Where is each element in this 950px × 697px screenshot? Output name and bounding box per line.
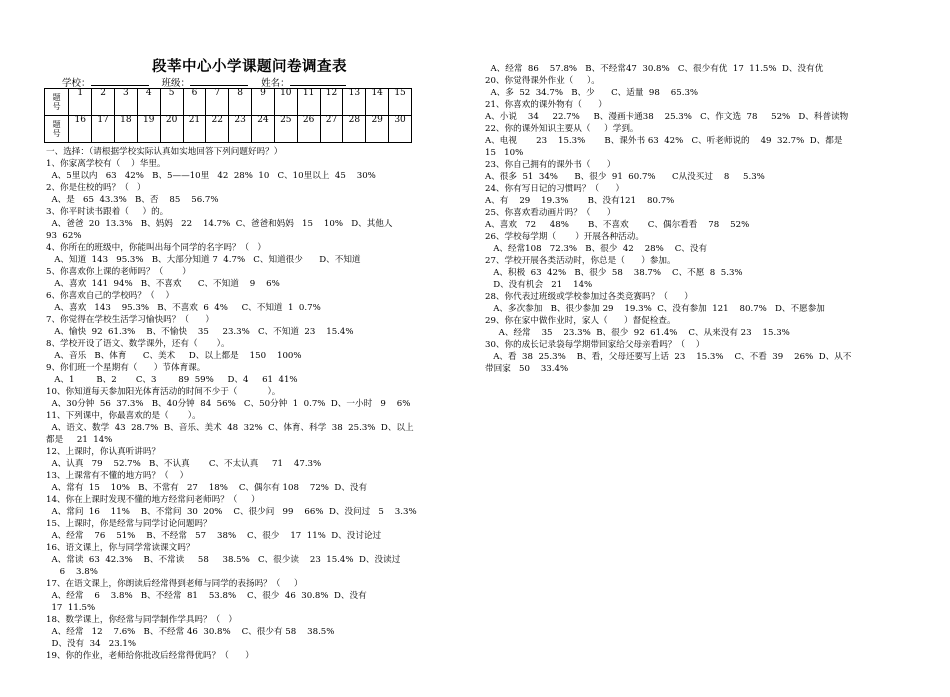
question-line: 21、你喜欢的课外物有（ ） — [485, 100, 607, 110]
answer-cell[interactable]: 6 — [183, 89, 206, 116]
question-line: 15、上课时，你是经常与同学讨论问题吗？ — [46, 519, 212, 529]
question-line: 19、你的作业，老师给你批改后经常得优吗？（ ） — [46, 651, 254, 661]
question-line: 1、你家离学校有（ ）华里。 — [46, 159, 166, 169]
question-line: 28、你代表过班级或学校参加过各类竞赛吗？（ ） — [485, 292, 693, 302]
page-title: 段莘中心小学课题问卷调查表 — [152, 58, 347, 75]
answer-cell[interactable]: 1 — [69, 89, 92, 116]
answer-cell[interactable]: 15 — [389, 89, 412, 116]
question-line: A、经常108 72.3% B、很少 42 28% C、没有 — [485, 244, 708, 254]
answer-cell[interactable]: 26 — [297, 116, 320, 143]
question-line: A、多 52 34.7% B、少 C、适量 98 65.3% — [485, 88, 699, 98]
question-line: 11、下列课中，你最喜欢的是（ ）。 — [46, 411, 201, 421]
question-line: 16、语文课上，你与同学常读课文吗？ — [46, 543, 195, 553]
answer-cell[interactable]: 3 — [114, 89, 137, 116]
question-line: A、知道 143 95.3% B、大部分知道 7 4.7% C、知道很少 D、不知道 — [46, 255, 361, 265]
question-line: A、爸爸 20 13.3% B、妈妈 22 14.7% C、爸爸和妈妈 15 10% D、其他人 — [46, 219, 393, 229]
answer-cell[interactable]: 5 — [160, 89, 183, 116]
answer-cell[interactable]: 24 — [252, 116, 275, 143]
question-line: 17、在语文课上，你朗读后经常得到老师与同学的表扬吗？（ ） — [46, 579, 303, 589]
answer-cell[interactable]: 27 — [320, 116, 343, 143]
question-line: 8、学校开设了语文、数学课外，还有（ ）。 — [46, 339, 230, 349]
answer-cell[interactable]: 11 — [297, 89, 320, 116]
answer-row-2 — [45, 116, 412, 143]
answer-cell[interactable]: 12 — [320, 89, 343, 116]
name-blank[interactable] — [290, 76, 346, 86]
question-line: A、经常 86 57.8% B、不经常47 30.8% C、很少有优 17 11.5% D、没有优 — [485, 64, 824, 74]
question-line: 7、你觉得在学校生活学习愉快吗？（ ） — [46, 315, 214, 325]
question-line: A、多次参加 B、很少参加 29 19.3% C、没有参加 121 80.7% D、不愿参加 — [485, 304, 825, 314]
question-line: 一、选择：（请根据学校实际认真如实地回答下列问题好吗？） — [46, 147, 283, 157]
question-line: 24、你有写日记的习惯吗？（ ） — [485, 184, 625, 194]
question-line: 带回家 50 33.4% — [485, 364, 569, 374]
question-line: 6、你喜欢自己的学校吗？（ ） — [46, 291, 175, 301]
question-line: A、1 B、2 C、3 89 59% D、4 61 41% — [46, 375, 298, 385]
class-label: 班级： — [161, 78, 191, 89]
question-line: 9、你们班一个星期有（ ）节体育课。 — [46, 363, 206, 373]
question-line: A、很多 51 34% B、很少 91 60.7% C从没买过 8 5.3% — [485, 172, 765, 182]
question-line: A、音乐 B、体育 C、美术 D、以上都是 150 100% — [46, 351, 302, 361]
answer-cell[interactable]: 23 — [229, 116, 252, 143]
answer-cell[interactable]: 16 — [69, 116, 92, 143]
answer-cell[interactable]: 20 — [160, 116, 183, 143]
question-line: A、常有 15 10% B、不常有 27 18% C、偶尔有 108 72% D、没有 — [46, 483, 368, 493]
class-blank[interactable] — [190, 76, 248, 86]
name-label: 姓名： — [261, 78, 290, 89]
answer-cell[interactable]: 7 — [206, 89, 229, 116]
question-line: D、没有 34 23.1% — [46, 639, 137, 649]
question-line: 6 3.8% — [46, 567, 98, 577]
answer-cell[interactable]: 4 — [137, 89, 160, 116]
question-line: 17 11.5% — [46, 603, 96, 613]
question-line: 2、你是住校的吗？（ ） — [46, 183, 146, 193]
answer-cell[interactable]: 19 — [137, 116, 160, 143]
answer-cell[interactable]: 30 — [389, 116, 412, 143]
question-line: A、30分钟 56 37.3% B、40分钟 84 56% C、50分钟 1 0.7% D、一小时 9 6% — [46, 399, 411, 409]
question-line: A、看 38 25.3% B、看，父母还要写上话 23 15.3% C、不看 39 26% D、从不 — [485, 352, 852, 362]
question-line: A、常问 16 11% B、不常问 30 20% C、很少问 99 66% D、没问过 5 3.3% — [46, 507, 417, 517]
answer-cell[interactable]: 8 — [229, 89, 252, 116]
question-line: 13、上课常有不懂的地方吗？（ ） — [46, 471, 189, 481]
answer-cell[interactable]: 9 — [252, 89, 275, 116]
question-line: A、常读 63 42.3% B、不常读 58 38.5% C、很少读 23 15.4% D、没读过 — [46, 555, 401, 565]
answer-cell[interactable]: 29 — [366, 116, 389, 143]
question-line: 26、学校每学期（ ）开展各种活动。 — [485, 232, 644, 242]
question-line: A、经常 6 3.8% B、不经常 81 53.8% C、很少 46 30.8% D、没有 — [46, 591, 367, 601]
question-line: 15 10% — [485, 148, 524, 158]
question-line: 30、你的成长记录袋每学期带回家给父母亲看吗？（ ） — [485, 340, 705, 350]
question-line: 25、你喜欢看动画片吗？（ ） — [485, 208, 616, 218]
question-line: A、喜欢 72 48% B、不喜欢 C、偶尔看看 78 52% — [485, 220, 750, 230]
question-line: 都是 21 14% — [46, 435, 113, 445]
question-line: A、有 29 19.3% B、没有121 80.7% — [485, 196, 675, 206]
question-line: D、没有机会 21 14% — [485, 280, 593, 290]
answer-cell[interactable]: 13 — [343, 89, 366, 116]
question-line: 12、上课时，你认真听讲吗？ — [46, 447, 161, 457]
answer-cell[interactable]: 10 — [274, 89, 297, 116]
question-line: A、喜欢 141 94% B、不喜欢 C、不知道 9 6% — [46, 279, 280, 289]
question-line: 27、学校开展各类活动时，你总是（ ）参加。 — [485, 256, 676, 266]
question-line: A、经常 35 23.3% B、很少 92 61.4% C、从来没有 23 15.3% — [485, 328, 790, 338]
student-info-line — [62, 75, 346, 89]
question-line: 29、你在家中做作业时，家人（ ）督促检查。 — [485, 316, 676, 326]
question-line: 3、你平时读书跟着（ ）的。 — [46, 207, 169, 217]
answer-cell[interactable]: 25 — [274, 116, 297, 143]
question-line: 5、你喜欢你上课的老师吗？（ ） — [46, 267, 191, 277]
question-line: A、电视 23 15.3% B、课外书 63 42% C、听老师说的 49 32.7% D、都是 — [485, 136, 843, 146]
question-line: A、语文、数学 43 28.7% B、音乐、美术 48 32% C、体育、科学 38 25.3% D、以上 — [46, 423, 414, 433]
question-line: A、经常 12 7.6% B、不经常 46 30.8% C、很少有 58 38.5% — [46, 627, 335, 637]
question-line: A、愉快 92 61.3% B、不愉快 35 23.3% C、不知道 23 15.4% — [46, 327, 354, 337]
answer-cell[interactable]: 17 — [92, 116, 115, 143]
question-line: 18、数学课上，你经常与同学制作学具吗？（ ） — [46, 615, 238, 625]
question-line: A、经常 76 51% B、不经常 57 38% C、很少 17 11% D、没讨论过 — [46, 531, 382, 541]
answer-table — [44, 88, 412, 143]
question-line: 10、你知道每天参加阳光体育活动的时间不少于（ ）。 — [46, 387, 281, 397]
answer-cell[interactable]: 2 — [92, 89, 115, 116]
right-question-list — [485, 63, 851, 375]
question-line: 4、你所在的班级中，你能叫出每个同学的名字吗？（ ） — [46, 243, 266, 253]
question-line: A、是 65 43.3% B、否 85 56.7% — [46, 195, 219, 205]
question-line: 23、你自己拥有的课外书（ ） — [485, 160, 616, 170]
school-label: 学校： — [62, 78, 91, 89]
school-blank[interactable] — [91, 76, 149, 86]
question-line: A、认真 79 52.7% B、不认真 C、不太认真 71 47.3% — [46, 459, 322, 469]
question-line: A、喜欢 143 95.3% B、不喜欢 6 4% C、不知道 1 0.7% — [46, 303, 321, 313]
question-line: 22、你的课外知识主要从（ ）学到。 — [485, 124, 639, 134]
left-question-list — [46, 146, 417, 662]
question-line: 20、你觉得课外作业（ ）。 — [485, 76, 600, 86]
answer-cell[interactable]: 22 — [206, 116, 229, 143]
answer-cell[interactable]: 14 — [366, 89, 389, 116]
question-number-header: 题 号 — [45, 116, 69, 143]
question-line: A、5里以内 63 42% B、5——10里 42 28% 10 C、10里以上 45 30% — [46, 171, 376, 181]
question-line: A、小说 34 22.7% B、漫画卡通38 25.3% C、作文选 78 52% D、科普读物 — [485, 112, 849, 122]
question-number-header: 题 号 — [45, 89, 69, 116]
answer-cell[interactable]: 28 — [343, 116, 366, 143]
question-line: A、积极 63 42% B、很少 58 38.7% C、不愿 8 5.3% — [485, 268, 743, 278]
answer-row-1 — [45, 89, 412, 116]
answer-cell[interactable]: 18 — [114, 116, 137, 143]
question-line: 93 62% — [46, 231, 82, 241]
question-line: 14、你在上课时发现不懂的地方经常问老师吗？（ ） — [46, 495, 260, 505]
answer-cell[interactable]: 21 — [183, 116, 206, 143]
